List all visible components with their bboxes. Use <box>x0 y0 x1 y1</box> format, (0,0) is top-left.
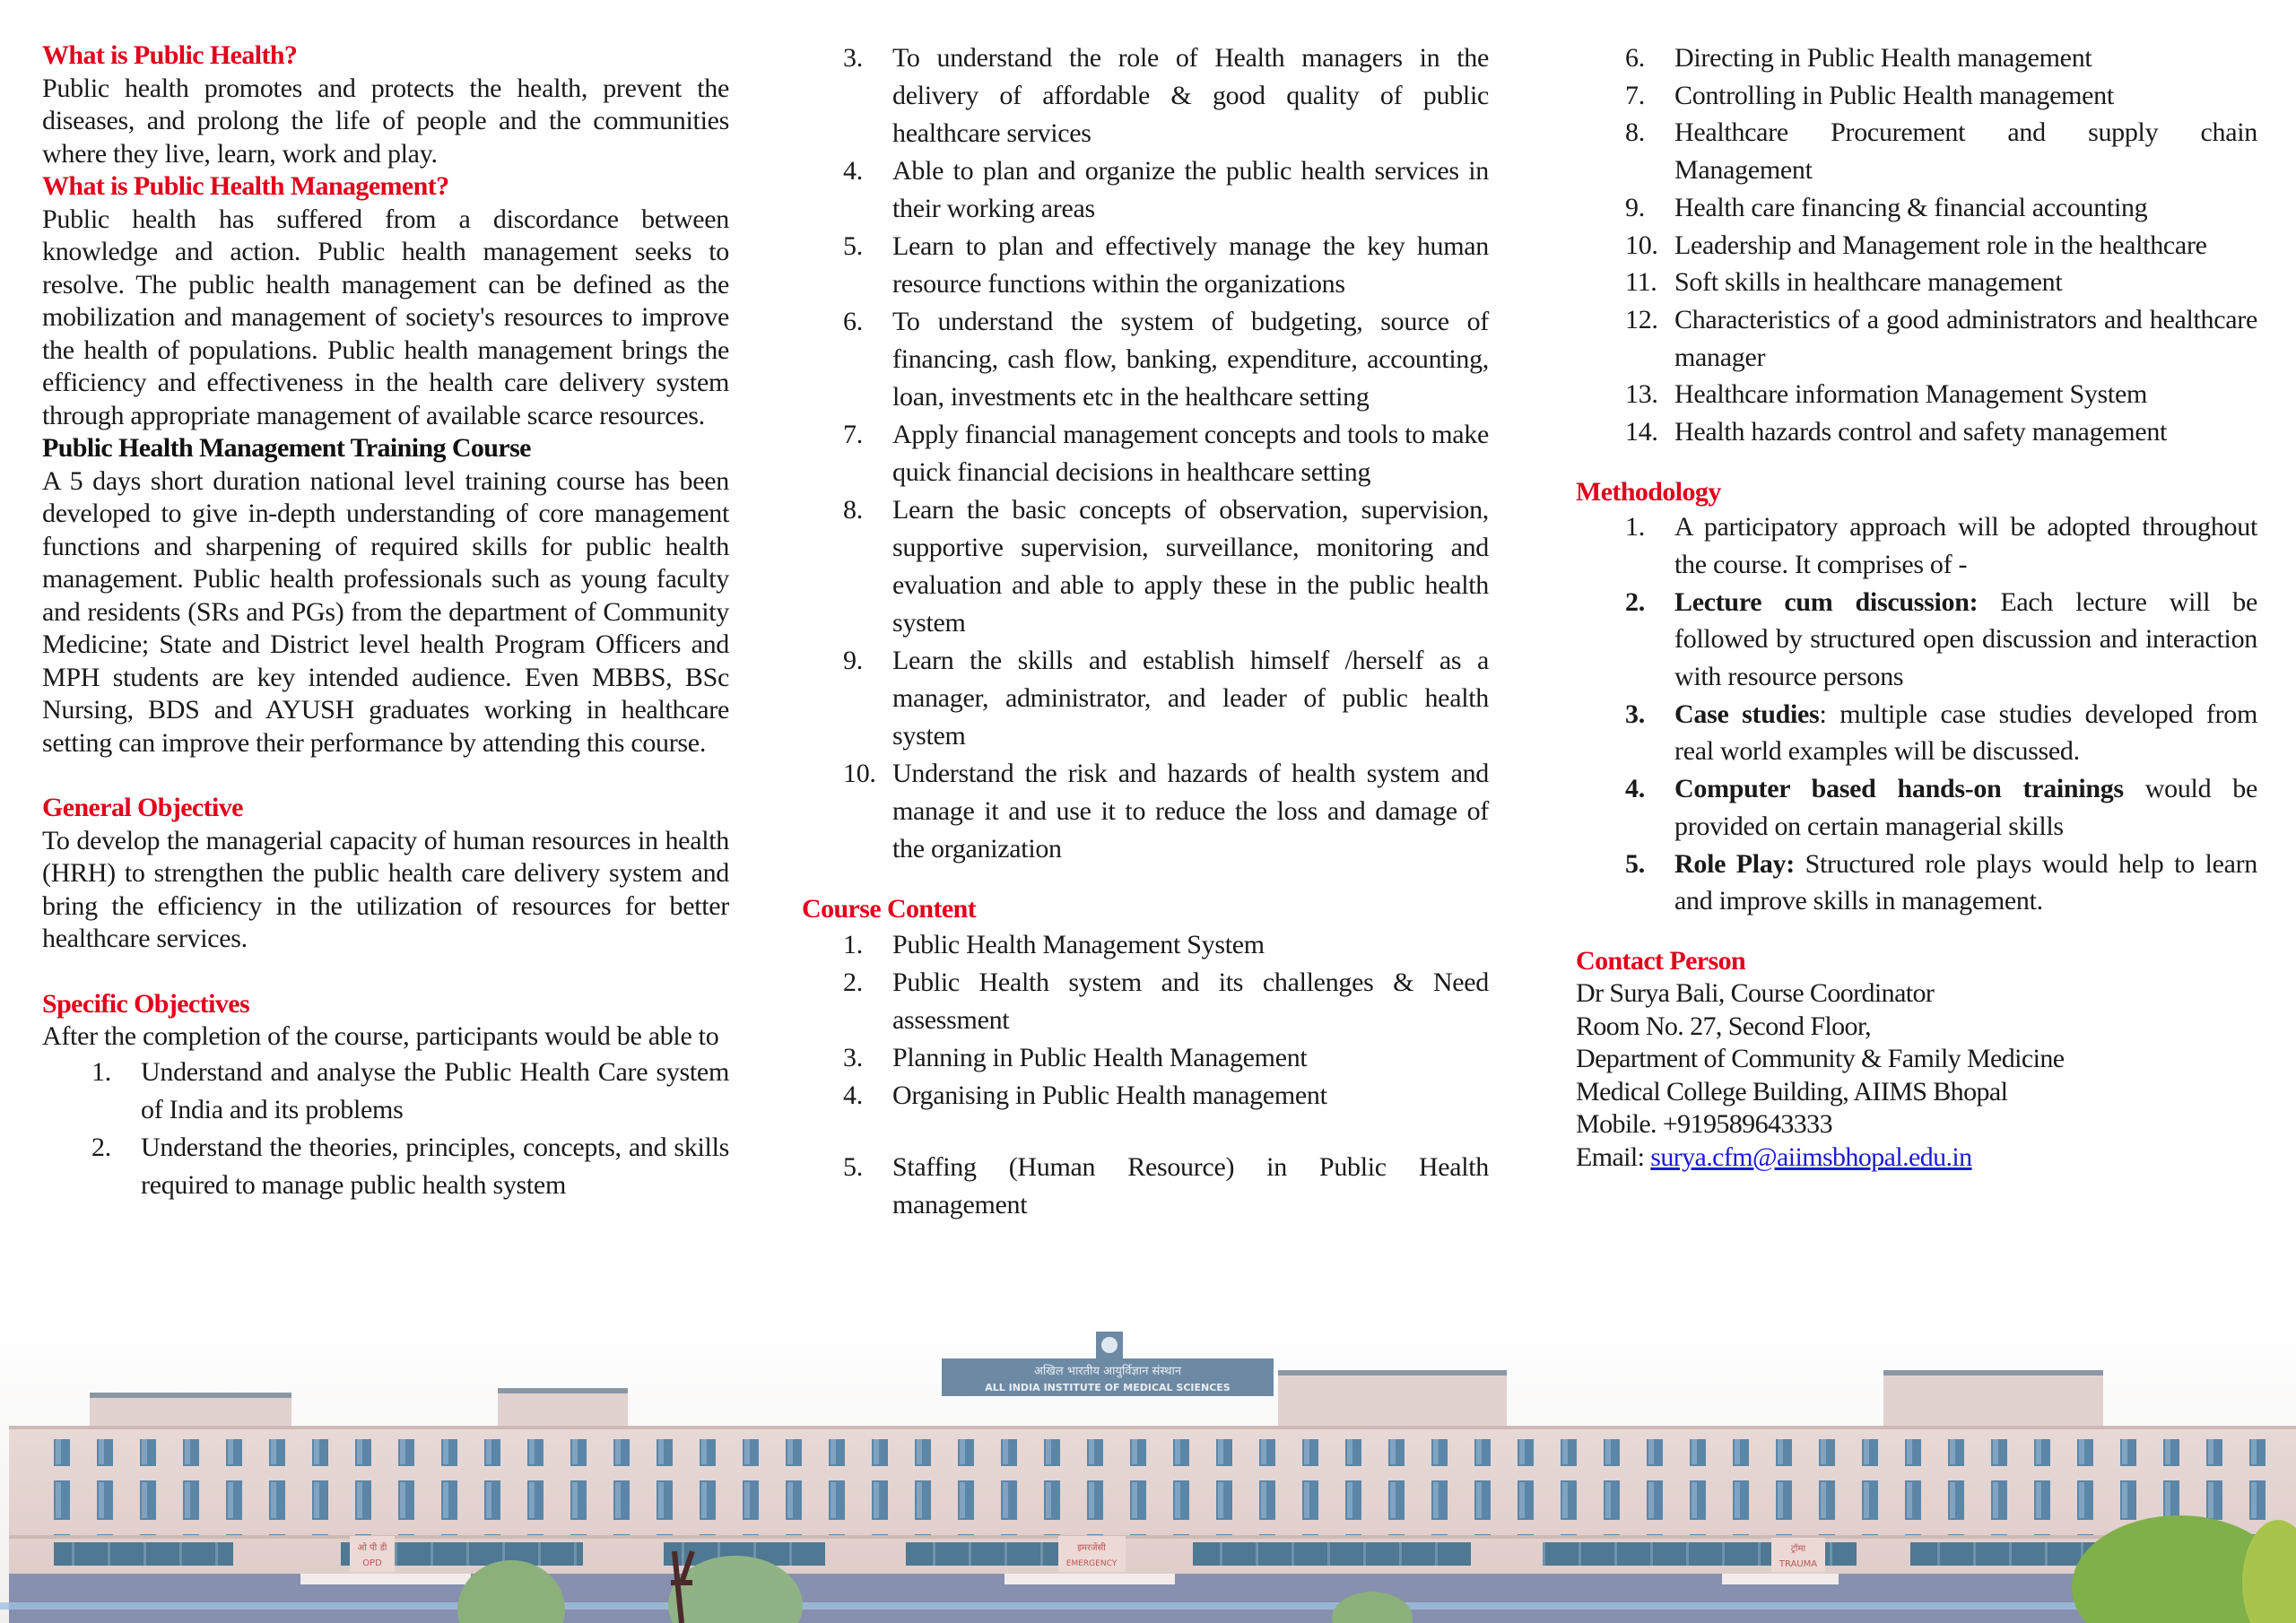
item-number: 1. <box>91 1056 111 1087</box>
item-bold-lead: Role Play: <box>1674 848 1795 879</box>
sign-hindi: अखिल भारतीय आयुर्विज्ञान संस्थान <box>1033 1365 1182 1378</box>
item-number: 9. <box>843 646 863 675</box>
item-text: Understand the theories, principles, concepts, and skills required to manage public health system <box>141 1132 729 1200</box>
list-item <box>843 964 1489 1039</box>
course-content-list-part2 <box>1625 39 2257 451</box>
list-item <box>1625 508 2257 583</box>
list-item <box>1625 77 2257 115</box>
item-text: Public Health system and its challenges & Need assessment <box>892 967 1489 1035</box>
item-text: To understand the role of Health managers in the delivery of affordable & good quality of public healthcare services <box>892 43 1489 148</box>
item-text: Characteristics of a good administrators and healthcare manager <box>1674 304 2257 372</box>
item-number: 4. <box>843 1080 863 1110</box>
window-row <box>36 1482 2287 1536</box>
list-item <box>843 1039 1489 1077</box>
item-number: 10. <box>843 759 876 788</box>
item-text: Able to plan and organize the public health services in their working areas <box>892 156 1489 223</box>
svg-text:EMERGENCY: EMERGENCY <box>1065 1559 1118 1568</box>
item-text: Leadership and Management role in the healthcare <box>1674 230 2207 260</box>
item-text: Planning in Public Health Management <box>892 1042 1308 1072</box>
item-text: Controlling in Public Health management <box>1674 80 2114 110</box>
item-number: 5. <box>843 231 863 261</box>
contact-name: Dr Surya Bali, Course Coordinator <box>1576 978 1935 1009</box>
heading-course-content: Course Content <box>802 894 977 924</box>
contact-room: Room No. 27, Second Floor, <box>1576 1011 1872 1041</box>
item-text: Health hazards control and safety management <box>1674 417 2168 447</box>
item-text: Lecture cum discussion: Each lecture will be followed by structured open discussion and interaction with resource persons <box>1674 586 2257 692</box>
item-text: Soft skills in healthcare management <box>1674 267 2063 298</box>
email-label: Email: <box>1576 1141 1651 1172</box>
column-middle <box>802 39 1489 1224</box>
email-link[interactable]: surya.cfm@aiimsbhopal.edu.in <box>1650 1141 1972 1172</box>
item-number: 2. <box>843 967 863 997</box>
item-bold-lead: Computer based hands-on trainings <box>1674 774 2124 804</box>
item-text: Healthcare information Management System <box>1674 379 2147 410</box>
item-number: 6. <box>1625 43 1645 73</box>
heading-contact-person: Contact Person <box>1576 945 1746 976</box>
list-item <box>1625 846 2257 920</box>
item-text: Organising in Public Health management <box>892 1080 1327 1110</box>
heading-general-objective: General Objective <box>42 793 243 822</box>
heading-what-is-phm: What is Public Health Management? <box>42 171 449 201</box>
item-number: 14. <box>1625 417 1658 447</box>
item-text: Computer based hands-on trainings would be provided on certain managerial skills <box>1674 774 2257 841</box>
svg-text:इमरजेंसी: इमरजेंसी <box>1077 1543 1106 1553</box>
item-number: 8. <box>1625 117 1645 148</box>
list-item <box>1625 39 2257 77</box>
item-number: 4. <box>1625 774 1645 804</box>
item-text: Public Health Management System <box>892 929 1265 959</box>
item-number: 1. <box>843 929 863 959</box>
list-item <box>1625 376 2257 413</box>
list-item <box>843 642 1489 755</box>
list-item <box>843 152 1489 228</box>
para-what-is-public-health: Public health promotes and protects the health, prevent the diseases, and prolong the life of people and the communities where they live, learn, work and play. <box>42 73 729 169</box>
column-right <box>1576 39 2257 1174</box>
list-item <box>1625 264 2257 301</box>
item-text: Learn to plan and effectively manage the key human resource functions within the organizations <box>892 231 1489 299</box>
list-item <box>91 1129 729 1204</box>
para-what-is-phm: Public health has suffered from a discordance between knowledge and action. Public health management seeks to resolve. The public health management can be defined as the mobilization and management of society's resources to improve the health of populations. Public health management brings the efficiency and effectiveness in the health care delivery system through appropriate management of available scarce resources. <box>42 204 729 430</box>
item-text: Role Play: Structured role plays would help to learn and improve skills in management. <box>1674 848 2257 916</box>
aiims-building-photo <box>0 1314 2296 1623</box>
heading-specific-objectives: Specific Objectives <box>42 988 250 1019</box>
item-text: Learn the skills and establish himself /herself as a manager, administrator, and leader of public health system <box>892 646 1489 751</box>
list-item <box>1625 227 2257 265</box>
svg-text:ट्रॉमा: ट्रॉमा <box>1790 1544 1806 1554</box>
list-item <box>843 755 1489 868</box>
course-content-list-part1 <box>843 926 1489 1224</box>
item-text: Apply financial management concepts and tools to make quick financial decisions in healthcare setting <box>892 420 1489 487</box>
item-number: 1. <box>1625 512 1645 542</box>
column-left <box>42 39 729 1204</box>
list-item <box>843 491 1489 642</box>
contact-mobile: Mobile. +919589643333 <box>1576 1109 1832 1140</box>
svg-text:OPD: OPD <box>362 1558 382 1568</box>
svg-text:TRAUMA: TRAUMA <box>1779 1559 1818 1569</box>
item-number: 12. <box>1625 304 1658 334</box>
specific-objectives-list-part2 <box>843 39 1489 868</box>
list-item <box>843 39 1489 152</box>
item-number: 7. <box>1625 80 1645 110</box>
list-item <box>1625 696 2257 770</box>
item-bold-lead: Lecture cum discussion: <box>1674 586 1979 617</box>
item-text: Healthcare Procurement and supply chain Management <box>1674 117 2257 186</box>
list-item <box>1625 584 2257 696</box>
item-text: Learn the basic concepts of observation, supervision, supportive supervision, surveillance, monitoring and evaluation and able to apply these in the public health system <box>892 495 1489 638</box>
item-text: Case studies: multiple case studies developed from real world examples will be discussed. <box>1674 699 2257 767</box>
item-number: 5. <box>843 1151 863 1182</box>
item-bold-lead: Case studies <box>1674 699 1820 729</box>
item-number: 10. <box>1625 230 1658 260</box>
item-number: 3. <box>843 43 863 73</box>
item-text: Health care financing & financial accounting <box>1674 192 2148 222</box>
item-text: Understand and analyse the Public Health Care system of India and its problems <box>141 1056 729 1124</box>
item-text: To understand the system of budgeting, source of financing, cash flow, banking, expenditure, accounting, loan, investments etc in the healthcare setting <box>892 307 1489 412</box>
heading-training-course: Public Health Management Training Course <box>42 433 531 463</box>
list-item <box>1625 770 2257 845</box>
list-item <box>843 1149 1489 1224</box>
item-number: 4. <box>843 156 863 186</box>
list-item <box>91 1054 729 1129</box>
item-number: 2. <box>1625 586 1645 617</box>
contact-building: Medical College Building, AIIMS Bhopal <box>1576 1076 2008 1107</box>
building-illustration <box>0 1314 2296 1623</box>
item-number: 8. <box>843 495 863 525</box>
item-number: 13. <box>1625 379 1658 410</box>
para-training-course: A 5 days short duration national level training course has been developed to give in-depth understanding of core management functions and sharpening of required skills for public health management. Public health professionals such as young faculty and residents (SRs and PGs) from the department of Community Medicine; State and District level health Program Officers and MPH students are key intended audience. Even MBBS, BSc Nursing, BDS and AYUSH graduates working in healthcare setting can improve their performance by attending this course. <box>42 465 729 758</box>
para-general-objective: To develop the managerial capacity of human resources in health (HRH) to strengthen the public health care delivery system and bring the efficiency in the utilization of resources for better healthcare services. <box>42 825 729 953</box>
list-item <box>843 1077 1489 1115</box>
heading-what-is-public-health: What is Public Health? <box>42 40 298 70</box>
list-item <box>1625 413 2257 451</box>
list-item <box>843 926 1489 964</box>
item-number: 7. <box>843 420 863 449</box>
sign-english: ALL INDIA INSTITUTE OF MEDICAL SCIENCES <box>985 1382 1231 1393</box>
item-number: 9. <box>1625 192 1645 222</box>
methodology-list <box>1625 508 2257 920</box>
item-number: 6. <box>843 307 863 336</box>
heading-methodology: Methodology <box>1576 476 1721 507</box>
para-specific-objectives-intro: After the completion of the course, participants would be able to <box>42 1021 719 1051</box>
item-number: 11. <box>1625 267 1657 298</box>
roof-block <box>1883 1372 2103 1426</box>
item-text: Understand the risk and hazards of health system and manage it and use it to reduce the loss and damage of the organization <box>892 759 1489 864</box>
list-item <box>1625 114 2257 188</box>
item-text: Staffing (Human Resource) in Public Health management <box>892 1151 1489 1219</box>
svg-text:ओ पी डी: ओ पी डी <box>357 1543 387 1553</box>
item-text: A participatory approach will be adopted throughout the course. It comprises of - <box>1674 512 2257 579</box>
list-item <box>843 228 1489 303</box>
specific-objectives-list-part1 <box>91 1054 729 1204</box>
contact-department: Department of Community & Family Medicine <box>1576 1044 2065 1074</box>
contact-email-row <box>1576 1141 2257 1175</box>
item-number: 3. <box>843 1042 863 1072</box>
item-number: 2. <box>91 1132 111 1162</box>
roof-block <box>1278 1372 1507 1430</box>
list-item <box>1625 189 2257 227</box>
item-number: 3. <box>1625 699 1645 729</box>
list-item <box>843 303 1489 416</box>
item-number: 5. <box>1625 848 1645 879</box>
list-item <box>1625 301 2257 376</box>
list-item <box>843 416 1489 491</box>
item-text: Directing in Public Health management <box>1674 43 2092 73</box>
